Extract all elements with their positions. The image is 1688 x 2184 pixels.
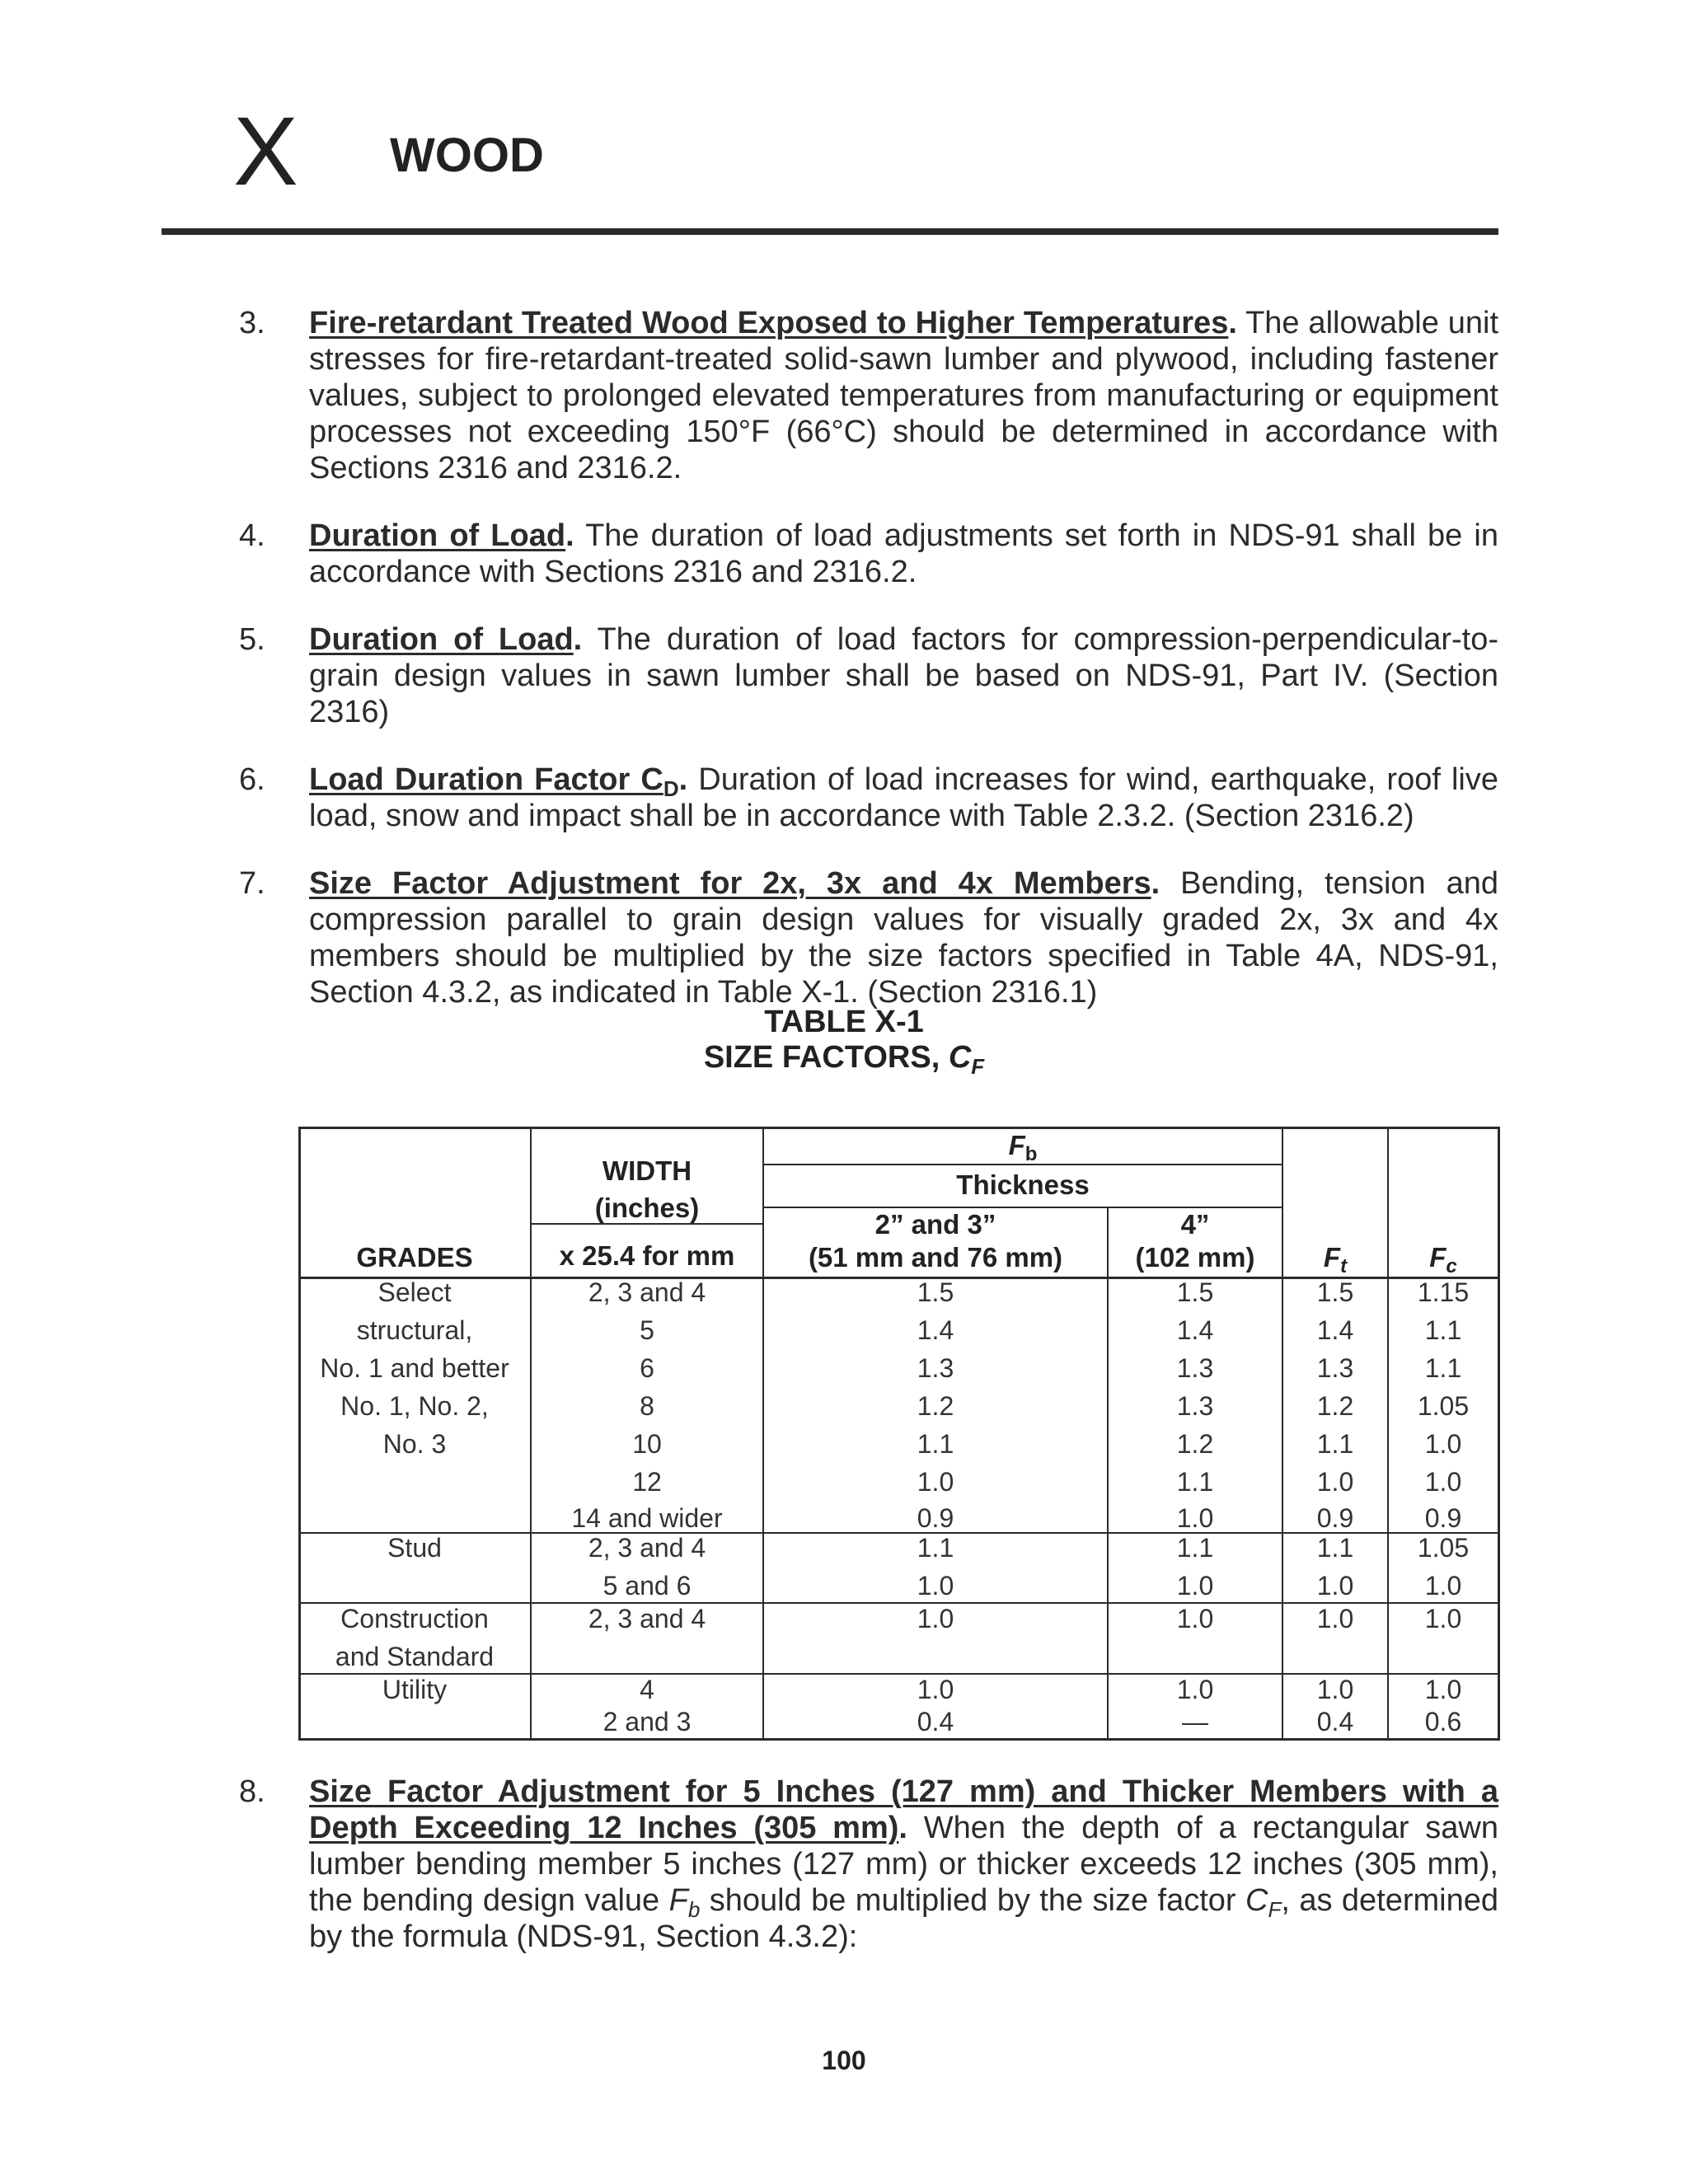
- item-heading: Size Factor Adjustment for 5 Inches (127 mm) and Thicker Members with a Depth Exceeding 12 Inches (305 mm): [309, 1774, 1498, 1845]
- fb-2-3-cell: 1.0: [917, 1571, 954, 1601]
- header-rule-thickness: [763, 1207, 1282, 1208]
- item-6: [239, 762, 1498, 834]
- header-thickness: Thickness: [956, 1169, 1090, 1200]
- heading-period: .: [678, 762, 688, 797]
- heading-subscript: D: [663, 776, 679, 801]
- fb-4-cell: 1.0: [1176, 1571, 1214, 1601]
- fb-4-cell: 1.0: [1176, 1604, 1214, 1633]
- fc-cell: 1.15: [1417, 1277, 1470, 1307]
- fc-cell: 1.05: [1417, 1391, 1470, 1421]
- fb-2-3-cell: 1.2: [917, 1391, 954, 1421]
- fc-cell: 1.0: [1424, 1571, 1462, 1601]
- header-width: WIDTH: [602, 1155, 692, 1186]
- page-number: 100: [822, 2046, 866, 2075]
- ft-cell: 1.0: [1316, 1571, 1354, 1601]
- width-cell: 6: [640, 1353, 654, 1383]
- width-cell: 2, 3 and 4: [588, 1604, 706, 1633]
- caption-text: SIZE FACTORS,: [703, 1040, 949, 1075]
- item-5: [239, 621, 1498, 730]
- fc-cell: 1.1: [1424, 1315, 1462, 1345]
- grade-label: No. 1, No. 2,: [340, 1391, 489, 1421]
- grade-label: structural,: [356, 1315, 473, 1345]
- heading-period: .: [1228, 306, 1237, 340]
- item-body: When the depth of a rectangular sawn lumber bending member 5 inches (127 mm) or thicker exceeds 12 inches (305 mm), the bending design value: [309, 1811, 1498, 1918]
- fb-2-3-cell: 1.1: [917, 1533, 954, 1563]
- fc-cell: 0.9: [1424, 1503, 1462, 1533]
- item-body: The duration of load adjustments set forth in NDS-91 shall be in accordance with Sections 2316 and 2316.2.: [309, 518, 1498, 589]
- item-heading: Duration of Load: [309, 622, 574, 657]
- item-3: [239, 305, 1498, 486]
- ft-cell: 1.2: [1316, 1391, 1354, 1421]
- fb-2-3-cell: 0.4: [917, 1707, 954, 1736]
- fb-2-3-cell: 1.3: [917, 1353, 954, 1383]
- fb-4-cell: 1.1: [1176, 1533, 1214, 1563]
- fb-4-cell: 1.3: [1176, 1391, 1214, 1421]
- ft-cell: 1.0: [1316, 1467, 1354, 1497]
- caption-symbol-subscript: F: [971, 1054, 985, 1079]
- item-heading: Size Factor Adjustment for 2x, 3x and 4x Members: [309, 866, 1151, 901]
- chapter-title: WOOD: [390, 129, 544, 182]
- header-thickness-2-3: 2” and 3”: [874, 1209, 996, 1240]
- item-8: [239, 1774, 1498, 1955]
- fc-cell: 0.6: [1424, 1707, 1462, 1736]
- fc-cell: 1.05: [1417, 1533, 1470, 1563]
- item-body: The duration of load factors for compression-perpendicular-to-grain design values in sawn lumber shall be based on NDS-91, Part IV. (Section 2316): [309, 622, 1498, 729]
- item-heading: [309, 762, 679, 801]
- fb-2-3-cell: 1.0: [917, 1604, 954, 1633]
- width-cell: 2, 3 and 4: [588, 1533, 706, 1563]
- item-heading: Duration of Load: [309, 518, 566, 553]
- ft-cell: 1.5: [1316, 1277, 1354, 1307]
- width-cell: 5: [640, 1315, 654, 1345]
- ft-subscript: t: [1340, 1255, 1348, 1277]
- item-body: should be multiplied by the size factor: [700, 1883, 1246, 1918]
- heading-period: .: [1151, 866, 1160, 901]
- fb-4-cell: 1.3: [1176, 1353, 1214, 1383]
- fb-2-3-cell: 1.4: [917, 1315, 954, 1345]
- fb-4-cell: 1.0: [1176, 1503, 1214, 1533]
- grade-label: Select: [377, 1277, 452, 1307]
- heading-period: .: [565, 518, 574, 553]
- size-factors-table: [298, 1127, 1500, 1741]
- item-heading: Fire-retardant Treated Wood Exposed to Higher Temperatures: [309, 306, 1229, 340]
- header-fc: [1388, 1242, 1498, 1277]
- header-rule: [162, 228, 1498, 235]
- fb-symbol: F: [668, 1883, 688, 1918]
- item-body: Duration of load increases for wind, earthquake, roof live load, snow and impact shall be in accordance with Table 2.3.2. (Section 2316.2): [309, 762, 1499, 833]
- fb-2-3-cell: 1.0: [917, 1675, 954, 1704]
- header-thickness-4: 4”: [1180, 1209, 1210, 1240]
- fb-4-cell: 1.2: [1176, 1429, 1214, 1459]
- chapter-letter: X: [233, 97, 298, 206]
- item-number: 8.: [239, 1774, 265, 1809]
- fb-4-cell: 1.0: [1176, 1675, 1214, 1704]
- grade-label: Utility: [382, 1675, 448, 1704]
- fc-cell: 1.1: [1424, 1353, 1462, 1383]
- table-caption-subtitle: [0, 1039, 1688, 1079]
- width-cell: 2 and 3: [603, 1707, 692, 1736]
- table-border-bottom: [298, 1738, 1500, 1741]
- fc-symbol: F: [1429, 1242, 1447, 1272]
- heading-text: Load Duration Factor C: [309, 762, 663, 797]
- header-width-units: (inches): [594, 1193, 700, 1223]
- fb-4-cell: 1.5: [1176, 1277, 1214, 1307]
- grade-label: Construction: [340, 1604, 489, 1633]
- fb-2-3-cell: 1.1: [917, 1429, 954, 1459]
- fc-cell: 1.0: [1424, 1675, 1462, 1704]
- table-border-top: [298, 1127, 1500, 1129]
- header-ft: [1282, 1242, 1388, 1277]
- width-cell: 10: [632, 1429, 662, 1459]
- fb-4-cell: 1.4: [1176, 1315, 1214, 1345]
- ft-symbol: F: [1323, 1242, 1341, 1272]
- item-number: 4.: [239, 518, 265, 553]
- item-body: , as determined by the formula (NDS-91, Section 4.3.2):: [309, 1883, 1499, 1954]
- width-cell: 5 and 6: [603, 1571, 692, 1601]
- heading-period: .: [573, 622, 583, 657]
- fb-subscript: b: [1025, 1143, 1038, 1165]
- width-cell: 2, 3 and 4: [588, 1277, 706, 1307]
- grade-label: Stud: [387, 1533, 442, 1563]
- width-cell: 14 and wider: [571, 1503, 723, 1533]
- header-width-metric: x 25.4 for mm: [559, 1240, 735, 1271]
- ft-cell: 1.0: [1316, 1604, 1354, 1633]
- ft-cell: 0.9: [1316, 1503, 1354, 1533]
- header-fb: [763, 1130, 1282, 1165]
- numbered-items: [239, 305, 1498, 1042]
- ft-cell: 1.1: [1316, 1533, 1354, 1563]
- fb-4-cell: 1.1: [1176, 1467, 1214, 1497]
- width-cell: 4: [640, 1675, 654, 1704]
- header-thickness-2-3-metric: (51 mm and 76 mm): [808, 1242, 1063, 1272]
- fb-2-3-cell: 1.0: [917, 1467, 954, 1497]
- table-caption-title: TABLE X-1: [764, 1005, 924, 1039]
- item-number: 3.: [239, 306, 265, 340]
- width-cell: 12: [632, 1467, 662, 1497]
- item-number: 5.: [239, 622, 265, 657]
- heading-period: .: [898, 1811, 907, 1845]
- ft-cell: 1.3: [1316, 1353, 1354, 1383]
- ft-cell: 0.4: [1316, 1707, 1354, 1736]
- item-4: [239, 518, 1498, 590]
- fb-2-3-cell: 1.5: [917, 1277, 954, 1307]
- ft-cell: 1.1: [1316, 1429, 1354, 1459]
- item-7: [239, 865, 1498, 1010]
- width-cell: 8: [640, 1391, 654, 1421]
- ft-cell: 1.4: [1316, 1315, 1354, 1345]
- grade-label: and Standard: [335, 1642, 495, 1671]
- header-grades: GRADES: [356, 1242, 473, 1272]
- item-number: 6.: [239, 762, 265, 797]
- fb-symbol: F: [1008, 1130, 1025, 1160]
- grade-label: No. 1 and better: [320, 1353, 509, 1383]
- ft-cell: 1.0: [1316, 1675, 1354, 1704]
- fc-cell: 1.0: [1424, 1429, 1462, 1459]
- fb-4-cell: —: [1182, 1707, 1208, 1736]
- item-number: 7.: [239, 866, 265, 901]
- cf-symbol: C: [1245, 1883, 1268, 1918]
- fb-subscript: b: [687, 1897, 701, 1922]
- fc-cell: 1.0: [1424, 1467, 1462, 1497]
- grade-label: No. 3: [382, 1429, 447, 1459]
- item-body: Bending, tension and compression parallel to grain design values for visually graded 2x, 3x and 4x members should be multiplied by the size factors specified in Table 4A, NDS-91, Section 4.3.2, as indicated in Table X-1. (Section 2316.1): [309, 866, 1498, 1010]
- item-8-block: [239, 1774, 1498, 1986]
- cf-subscript: F: [1268, 1897, 1282, 1922]
- fb-2-3-cell: 0.9: [917, 1503, 954, 1533]
- header-rule-fb: [763, 1164, 1282, 1165]
- fc-subscript: c: [1446, 1255, 1457, 1277]
- header-thickness-4-metric: (102 mm): [1135, 1242, 1255, 1272]
- caption-symbol: C: [948, 1040, 972, 1075]
- item-body: The allowable unit stresses for fire-retardant-treated solid-sawn lumber and plywood, including fastener values, subject to prolonged elevated temperatures from manufacturing or equipment processes not exceeding 150°F (66°C) should be determined in accordance with Sections 2316 and 2316.2.: [309, 306, 1499, 485]
- fc-cell: 1.0: [1424, 1604, 1462, 1633]
